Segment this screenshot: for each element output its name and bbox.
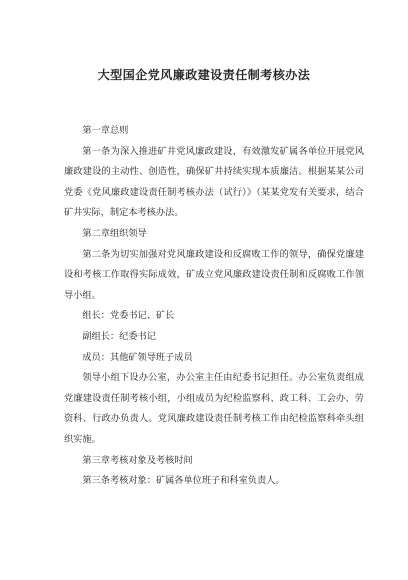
chapter-2-heading: 第二章组织领导: [82, 227, 147, 239]
members-line: 成员：其他矿领导班子成员: [82, 351, 193, 363]
leader-line: 组长：党委书记、矿长: [82, 310, 175, 322]
article-2-paragraph: 第二条为切实加强对党风廉政建设和反腐败工作的领导，确保党廉建设和考核工作取得实际成效，矿成立党风廉政建设责任制和反腐败工作领导小组。: [64, 248, 364, 301]
chapter-3-heading: 第三章考核对象及考核时间: [82, 454, 193, 466]
article-3-paragraph: 第三条考核对象：矿属各单位班子和科室负责人。: [82, 475, 285, 487]
document-title: 大型国企党风廉政建设责任制考核办法: [97, 68, 311, 82]
chapter-1-heading: 第一章总则: [82, 125, 129, 136]
deputy-leader-line: 副组长：纪委书记: [82, 330, 156, 342]
office-paragraph: 领导小组下设办公室，办公室主任由纪委书记担任。办公室负责组成党廉建设责任制考核小组，小组成员为纪检监察科、政工科、工会办、劳资科、行政办负责人。党风廉政建设责任制考核工作由纪检监察科牵头组织实施。: [64, 372, 364, 445]
article-1-paragraph: 第一条为深入推进矿井党风廉政建设，有效激发矿属各单位开展党风廉政建设的主动性、创造性，确保矿井持续实现本质廉洁。根据某某公司党委《党风廉政建设责任制考核办法（试行）》（某某党发有关要求，结合矿井实际，制定本考核办法。: [64, 145, 364, 219]
document-body: [64, 121, 364, 492]
